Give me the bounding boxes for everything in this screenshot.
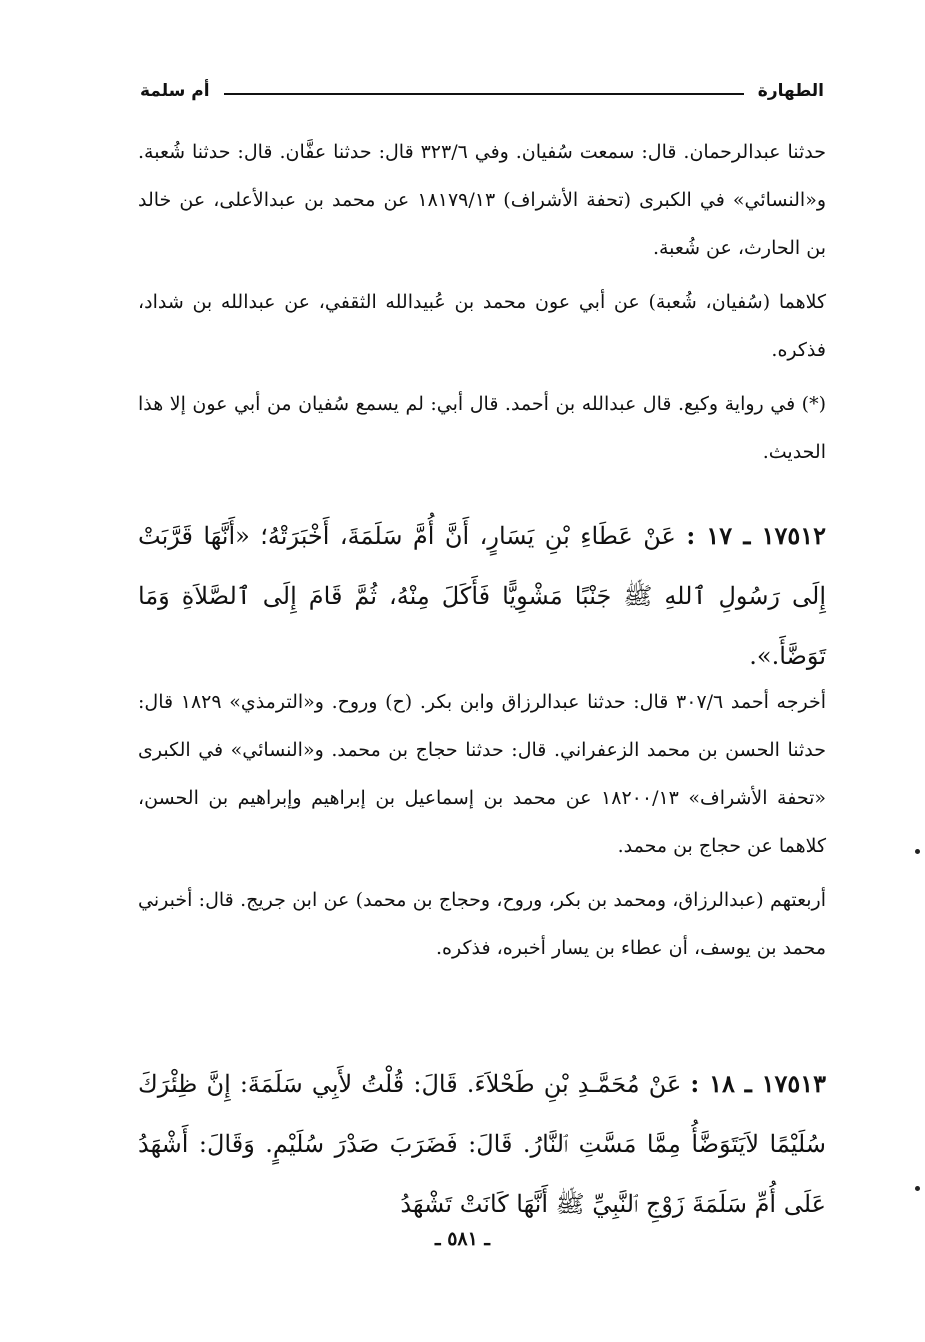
page-number: ـ ٥٨١ ـ	[435, 1228, 490, 1250]
hadith-text	[138, 1054, 826, 1234]
chapter-title: الطهارة	[757, 81, 824, 101]
scan-mark	[915, 1186, 920, 1191]
commentary-paragraph: كلاهما (سُفيان، شُعبة) عن أبي عون محمد بن عُبيدالله الثقفي، عن عبدالله بن شداد، فذكره.	[138, 291, 826, 361]
commentary-block-1	[138, 128, 826, 476]
scan-mark	[915, 849, 920, 854]
footnote-paragraph: (*) في رواية وكيع. قال عبدالله بن أحمد. قال أبي: لم يسمع سُفيان من أبي عون إلا هذا الحديث.	[138, 393, 826, 463]
hadith-text	[138, 506, 826, 686]
hadith-body: عَنْ عَطَاءِ بْنِ يَسَارٍ، أَنَّ أُمَّ سَلَمَةَ، أَخْبَرَتْهُ؛ «أَنَّهَا قَرَّبَتْ إِلَى رَسُولِ ٱللهِ ﷺ جَنْبًا مَشْوِيًّا فَأَكَلَ مِنْهُ، ثُمَّ قَامَ إِلَى ٱلصَّلاَةِ وَمَا تَوَضَّأَ.».	[138, 522, 826, 670]
section-title: أم سلمة	[140, 81, 210, 101]
hadith-17513	[138, 1054, 826, 1234]
hadith-number: ١٧٥١٢ ـ ١٧ :	[686, 521, 827, 550]
hadith-17512	[138, 506, 826, 686]
takhrij-paragraph: أخرجه أحمد ٣٠٧/٦ قال: حدثنا عبدالرزاق وابن بكر. (ح) وروح. و«الترمذي» ١٨٢٩ قال: حدثنا الحسن بن محمد الزعفراني. قال: حدثنا حجاج بن محمد. و«النسائي» في الكبرى «تحفة الأشراف» ١٨٢٠٠/١٣ عن محمد بن إسماعيل بن إبراهيم وإبراهيم بن الحسن، كلاهما عن حجاج بن محمد.	[138, 691, 827, 857]
commentary-block-2	[138, 678, 826, 972]
hadith-number: ١٧٥١٣ ـ ١٨ :	[690, 1069, 827, 1098]
header-rule	[224, 93, 744, 95]
hadith-body: عَنْ مُحَمَّـدِ بْنِ طَحْلاَءَ. قَالَ: قُلْتُ لأَبِي سَلَمَةَ: إِنَّ ظِئْرَكَ سُلَيْمًا لاَيَتَوَضَّأُ مِمَّا مَسَّتِ ٱلنَّارُ. قَالَ: فَضَرَبَ صَدْرَ سُلَيْمٍ. وَقَالَ: أَشْهَدُ عَلَى أُمِّ سَلَمَةَ زَوْجِ ٱلنَّبِيِّ ﷺ أَنَّهَا كَانَتْ تَشْهَدُ	[138, 1070, 826, 1218]
takhrij-paragraph: أربعتهم (عبدالرزاق، ومحمد بن بكر، وروح، وحجاج بن محمد) عن ابن جريج. قال: أخبرني محمد بن يوسف، أن عطاء بن يسار أخبره، فذكره.	[138, 889, 826, 959]
running-header	[140, 76, 824, 106]
commentary-paragraph: حدثنا عبدالرحمان. قال: سمعت سُفيان. وفي ٣٢٣/٦ قال: حدثنا عفَّان. قال: حدثنا شُعبة. و«النسائي» في الكبرى (تحفة الأشراف) ١٨١٧٩/١٣ عن محمد بن عبدالأعلى، عن خالد بن الحارث، عن شُعبة.	[138, 141, 826, 259]
